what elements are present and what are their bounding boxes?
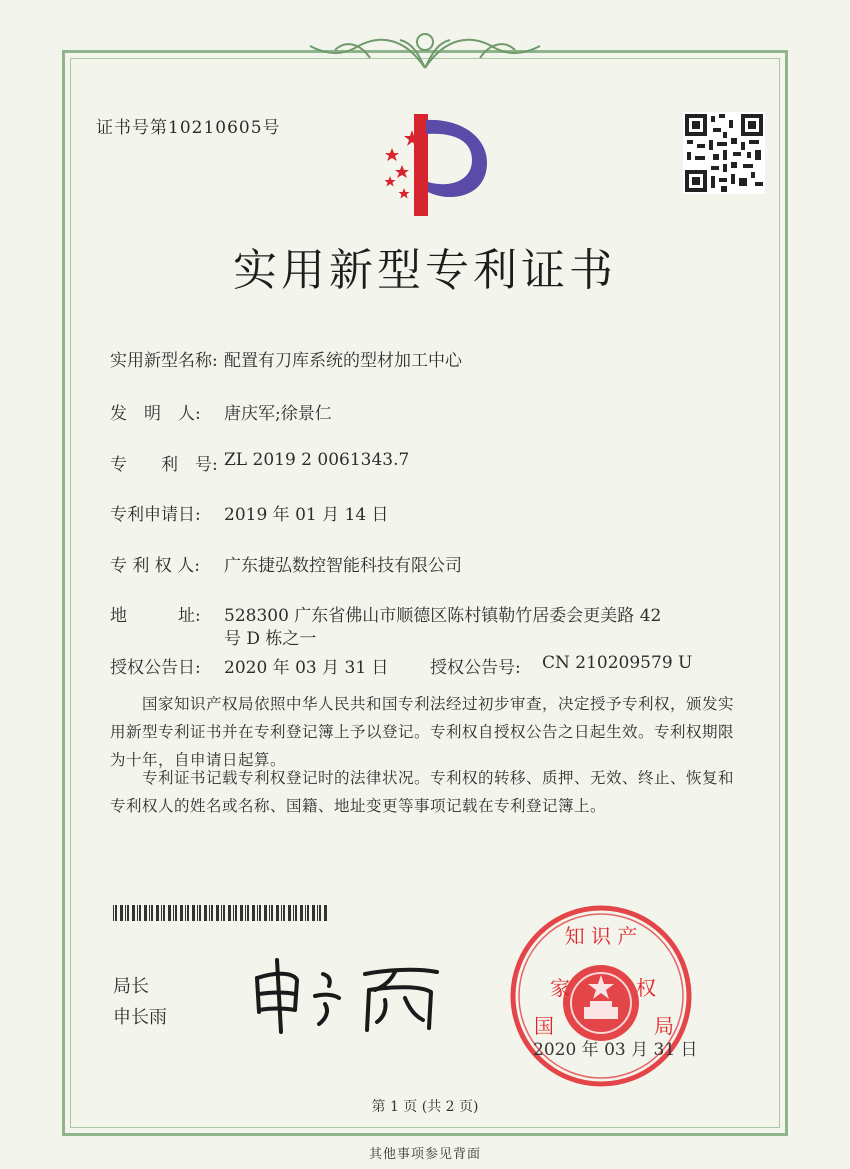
certificate-title: 实用新型专利证书 — [233, 245, 617, 296]
director-title: 局长 — [113, 976, 149, 997]
field-value-line1: 528300 广东省佛山市顺德区陈村镇勒竹居委会更美路 42 — [224, 606, 662, 626]
field-label: 专利申请日: — [110, 505, 201, 525]
field-value: 2019 年 01 月 14 日 — [224, 505, 389, 525]
svg-text:权: 权 — [636, 976, 656, 1000]
field-value: 2020 年 03 月 31 日 — [224, 658, 389, 678]
barcode-icon — [113, 905, 328, 921]
field-label: 授权公告号: — [430, 658, 521, 678]
field-label: 授权公告日: — [110, 658, 201, 678]
certificate-number: 证书号第10210605号 — [96, 118, 281, 138]
director-signature — [245, 950, 445, 1035]
qr-code-icon — [683, 112, 765, 194]
legal-paragraph-2: 专利证书记载专利权登记时的法律状况。专利权的转移、质押、无效、终止、恢复和专利权人的姓名或名称、国籍、地址变更等事项记载在专利登记簿上。 — [110, 769, 735, 815]
field-value: 配置有刀库系统的型材加工中心 — [224, 351, 462, 371]
field-label: 地 址: — [110, 606, 201, 626]
field-value: 唐庆军;徐景仁 — [224, 404, 332, 424]
legal-paragraph-1: 国家知识产权局依照中华人民共和国专利法经过初步审查，决定授予专利权，颁发实用新型专利证书并在专利登记簿上予以登记。专利权自授权公告之日起生效。专利权期限为十年，自申请日起算。 — [110, 695, 735, 769]
svg-text:局: 局 — [654, 1014, 674, 1038]
svg-text:家: 家 — [550, 976, 570, 1000]
page-number: 第 1 页 (共 2 页) — [371, 1099, 479, 1115]
issue-date: 2020 年 03 月 31 日 — [533, 1040, 698, 1060]
field-value: CN 210209579 U — [542, 653, 693, 673]
field-label: 专 利 号: — [110, 455, 218, 475]
field-label: 实用新型名称: — [110, 351, 218, 371]
field-label: 专 利 权 人: — [110, 556, 200, 576]
svg-text:知 识 产: 知 识 产 — [564, 924, 638, 948]
director-name: 申长雨 — [113, 1007, 167, 1028]
official-seal-icon — [508, 903, 694, 1089]
svg-text:国: 国 — [534, 1014, 554, 1038]
field-value: 广东捷弘数控智能科技有限公司 — [224, 556, 462, 576]
patent-office-logo-icon — [368, 110, 498, 218]
field-value: ZL 2019 2 0061343.7 — [224, 450, 410, 470]
field-label: 发 明 人: — [110, 404, 201, 424]
back-note: 其他事项参见背面 — [368, 1147, 481, 1162]
field-value-line2: 号 D 栋之一 — [224, 629, 317, 649]
top-ornament-icon — [300, 28, 550, 74]
